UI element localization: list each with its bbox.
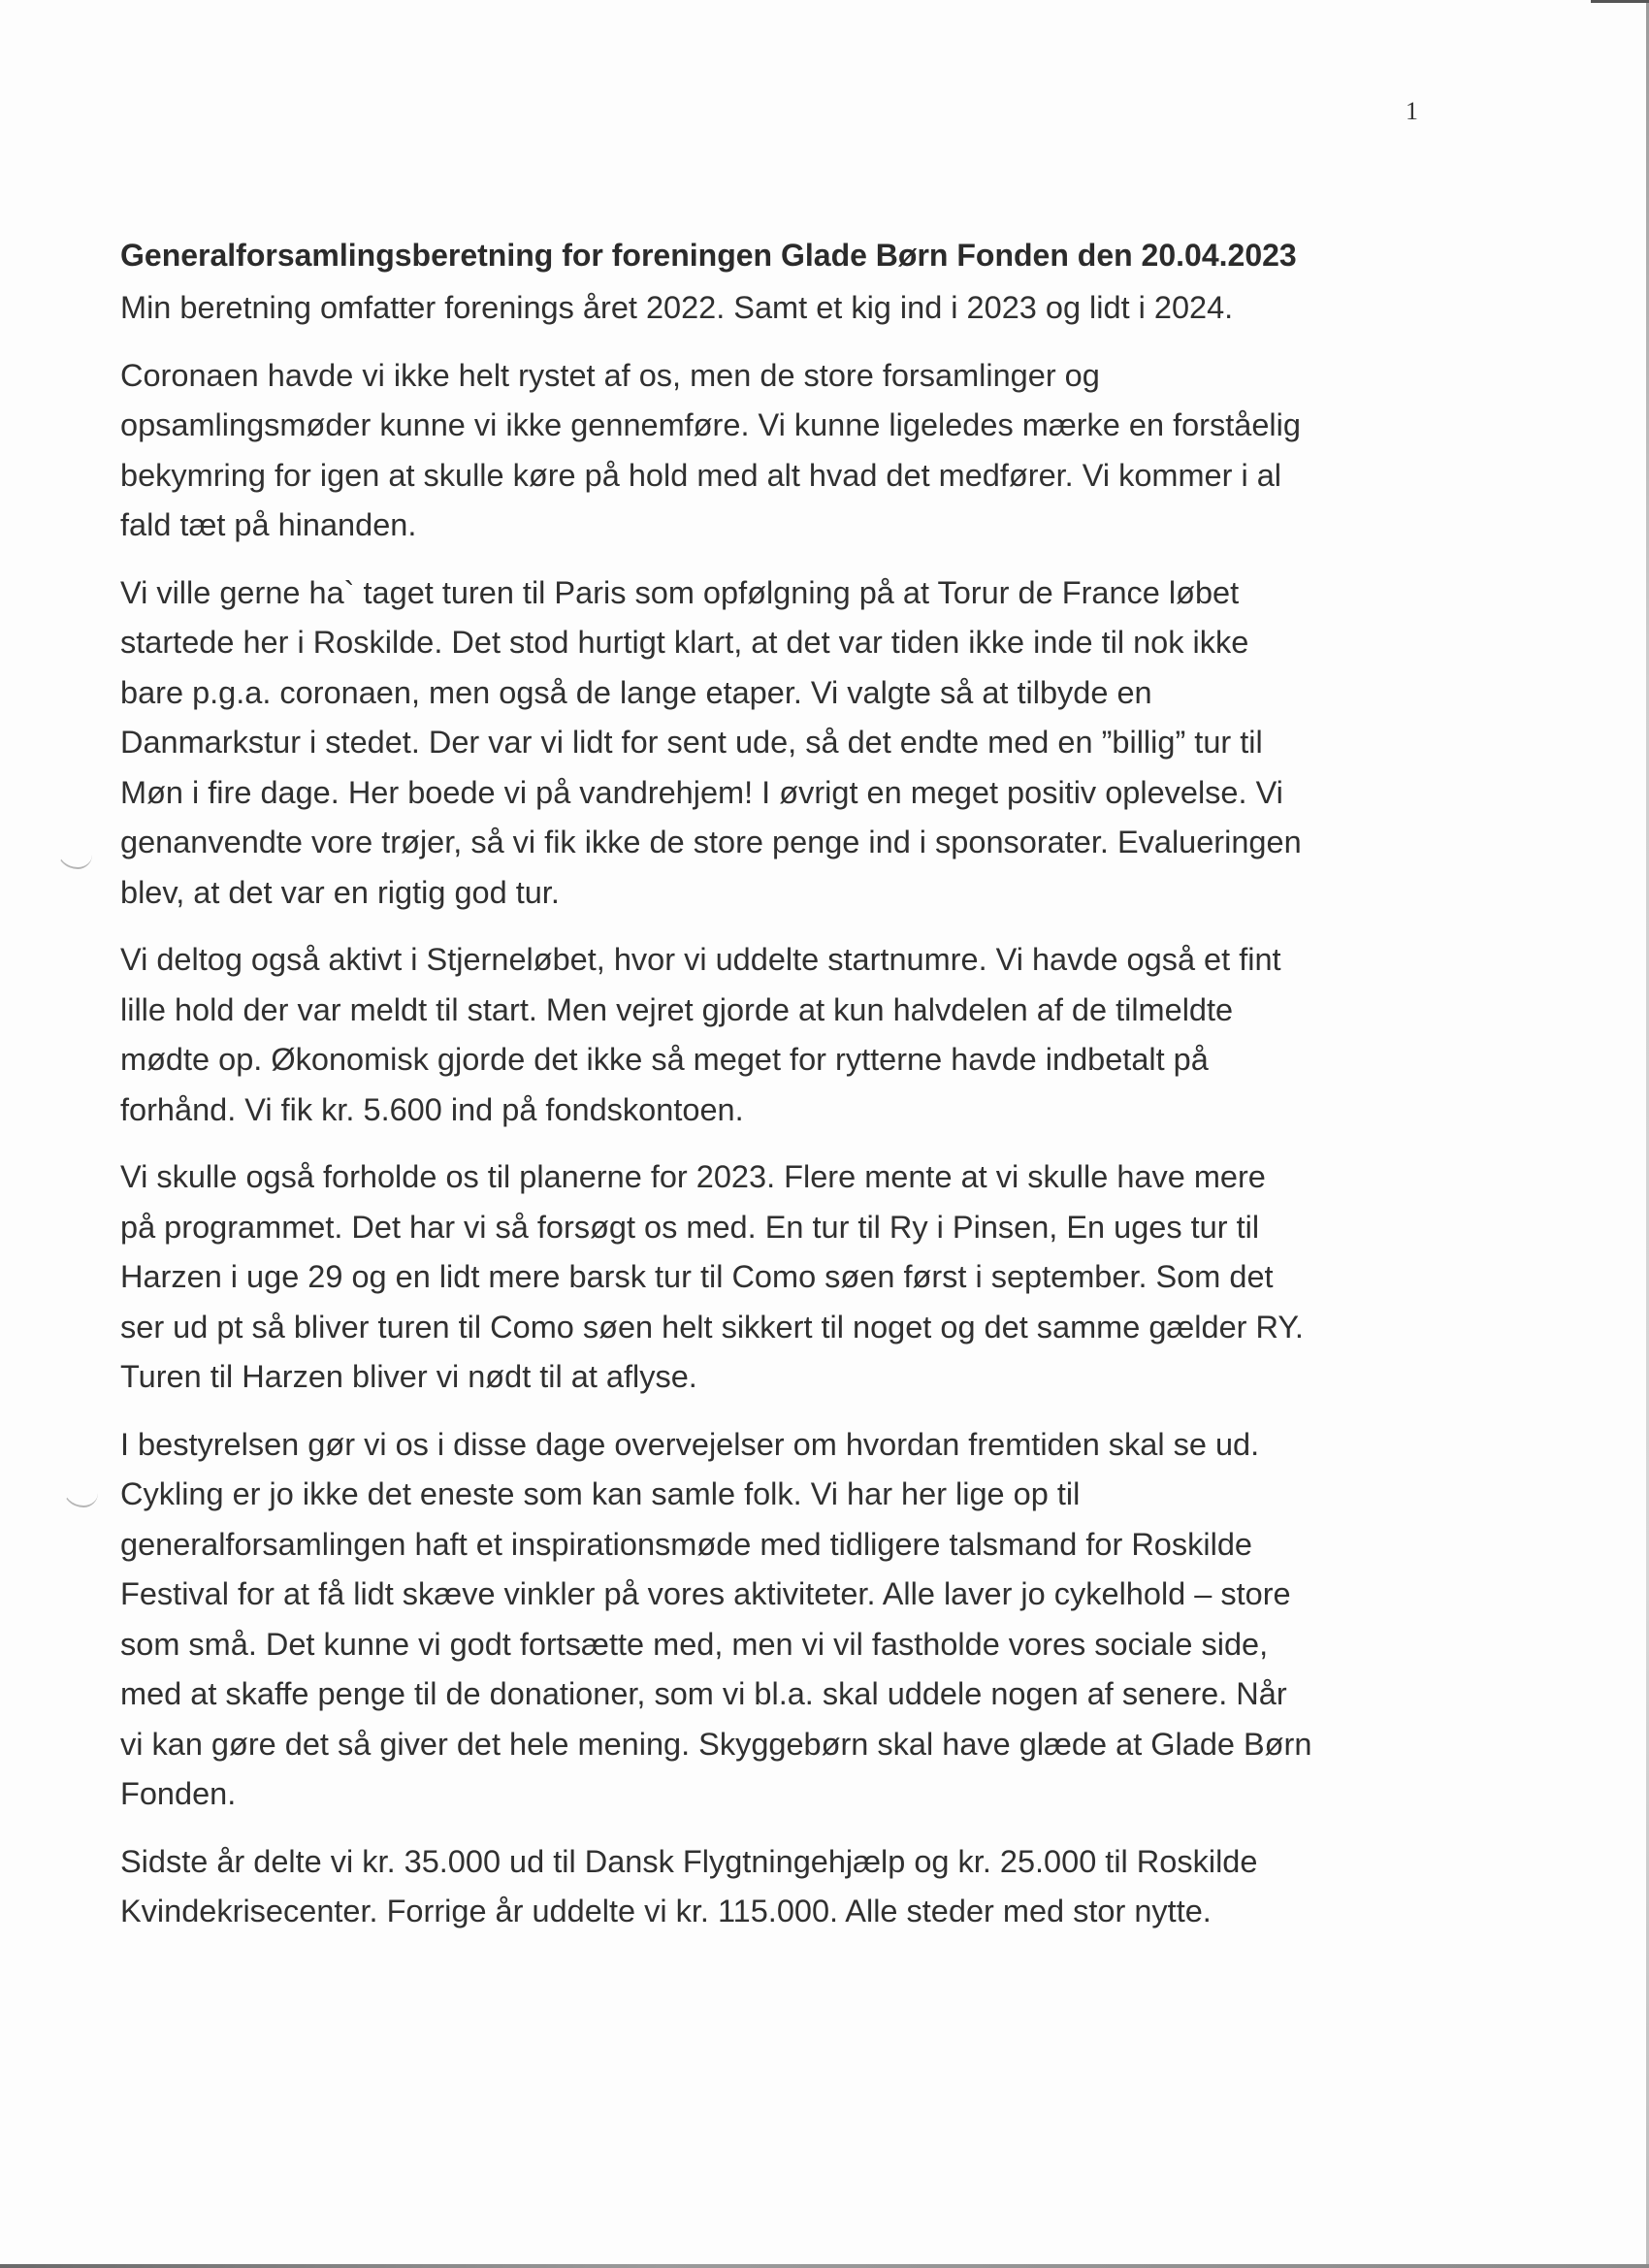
hole-punch-mark <box>62 1484 98 1507</box>
text-line: Vi ville gerne ha` taget turen til Paris som opfølgning på at Torur de France løbet <box>120 574 1240 610</box>
text-line: I bestyrelsen gør vi os i disse dage overvejelser om hvordan fremtiden skal se ud. <box>120 1426 1260 1462</box>
text-line: Vi skulle også forholde os til planerne for 2023. Flere mente at vi skulle have mere <box>120 1159 1266 1194</box>
text-line: opsamlingsmøder kunne vi ikke gennemføre. Vi kunne ligeledes mærke en forståelig <box>120 407 1301 442</box>
text-line: Møn i fire dage. Her boede vi på vandrehjem! I øvrigt en meget positiv oplevelse. Vi <box>120 774 1283 810</box>
text-line: med at skaffe penge til de donationer, som vi bl.a. skal uddele nogen af senere. Når <box>120 1676 1287 1711</box>
paragraph-list <box>120 283 1439 1937</box>
paragraph <box>120 1152 1439 1403</box>
text-line: Cykling er jo ikke det eneste som kan samle folk. Vi har her lige op til <box>120 1476 1081 1511</box>
paragraph <box>120 568 1439 919</box>
text-line: fald tæt på hinanden. <box>120 507 417 542</box>
scan-edge-bottom <box>0 2264 1649 2268</box>
text-line: Min beretning omfatter forenings året 2022. Samt et kig ind i 2023 og lidt i 2024. <box>120 290 1234 325</box>
text-line: startede her i Roskilde. Det stod hurtigt klart, at det var tiden ikke inde til nok ikke <box>120 625 1249 660</box>
text-line: generalforsamlingen haft et inspirationsmøde med tidligere talsmand for Roskilde <box>120 1526 1252 1562</box>
text-line: ser ud pt så bliver turen til Como søen helt sikkert til noget og det samme gælder RY. <box>120 1309 1304 1345</box>
scan-edge-top <box>1591 0 1649 3</box>
paragraph <box>120 351 1439 551</box>
text-line: Harzen i uge 29 og en lidt mere barsk tur til Como søen først i september. Som det <box>120 1259 1274 1294</box>
text-line: Festival for at få lidt skæve vinkler på vores aktiviteter. Alle laver jo cykelhold – store <box>120 1576 1291 1611</box>
paragraph <box>120 1837 1439 1937</box>
text-line: Danmarkstur i stedet. Der var vi lidt for sent ude, så det endte med en ”billig” tur til <box>120 725 1263 760</box>
text-line: lille hold der var meldt til start. Men vejret gjorde at kun halvdelen af de tilmeldte <box>120 991 1234 1027</box>
paragraph <box>120 1420 1439 1820</box>
text-line: bare p.g.a. coronaen, men også de lange etaper. Vi valgte så at tilbyde en <box>120 674 1152 710</box>
text-line: Coronaen havde vi ikke helt rystet af os, men de store forsamlinger og <box>120 357 1100 393</box>
text-line: på programmet. Det har vi så forsøgt os med. En tur til Ry i Pinsen, En uges tur til <box>120 1209 1260 1245</box>
paragraph <box>120 283 1439 334</box>
text-line: genanvendte vore trøjer, så vi fik ikke de store penge ind i sponsorater. Evalueringen <box>120 825 1302 859</box>
paragraph <box>120 935 1439 1135</box>
text-line: bekymring for igen at skulle køre på hold med alt hvad det medfører. Vi kommer i al <box>120 457 1282 493</box>
text-line: blev, at det var en rigtig god tur. <box>120 874 560 910</box>
text-line: mødte op. Økonomisk gjorde det ikke så meget for rytterne havde indbetalt på <box>120 1042 1209 1077</box>
text-line: som små. Det kunne vi godt fortsætte med, men vi vil fastholde vores sociale side, <box>120 1626 1269 1662</box>
hole-punch-mark <box>56 846 92 869</box>
text-line: forhånd. Vi fik kr. 5.600 ind på fondskontoen. <box>120 1091 744 1127</box>
text-line: Turen til Harzen bliver vi nødt til at aflyse. <box>120 1359 697 1394</box>
text-line: Sidste år delte vi kr. 35.000 ud til Dansk Flygtningehjælp og kr. 25.000 til Roskilde <box>120 1843 1258 1879</box>
text-line: Kvindekrisecenter. Forrige år uddelte vi kr. 115.000. Alle steder med stor nytte. <box>120 1894 1212 1928</box>
document-body <box>120 231 1439 1955</box>
text-line: vi kan gøre det så giver det hele mening. Skyggebørn skal have glæde at Glade Børn <box>120 1726 1312 1762</box>
page-number: 1 <box>1406 97 1418 125</box>
text-line: Fonden. <box>120 1776 237 1811</box>
document-title: Generalforsamlingsberetning for foreningen Glade Børn Fonden den 20.04.2023 <box>120 238 1297 273</box>
text-line: Vi deltog også aktivt i Stjerneløbet, hvor vi uddelte startnumre. Vi havde også et fint <box>120 942 1281 977</box>
